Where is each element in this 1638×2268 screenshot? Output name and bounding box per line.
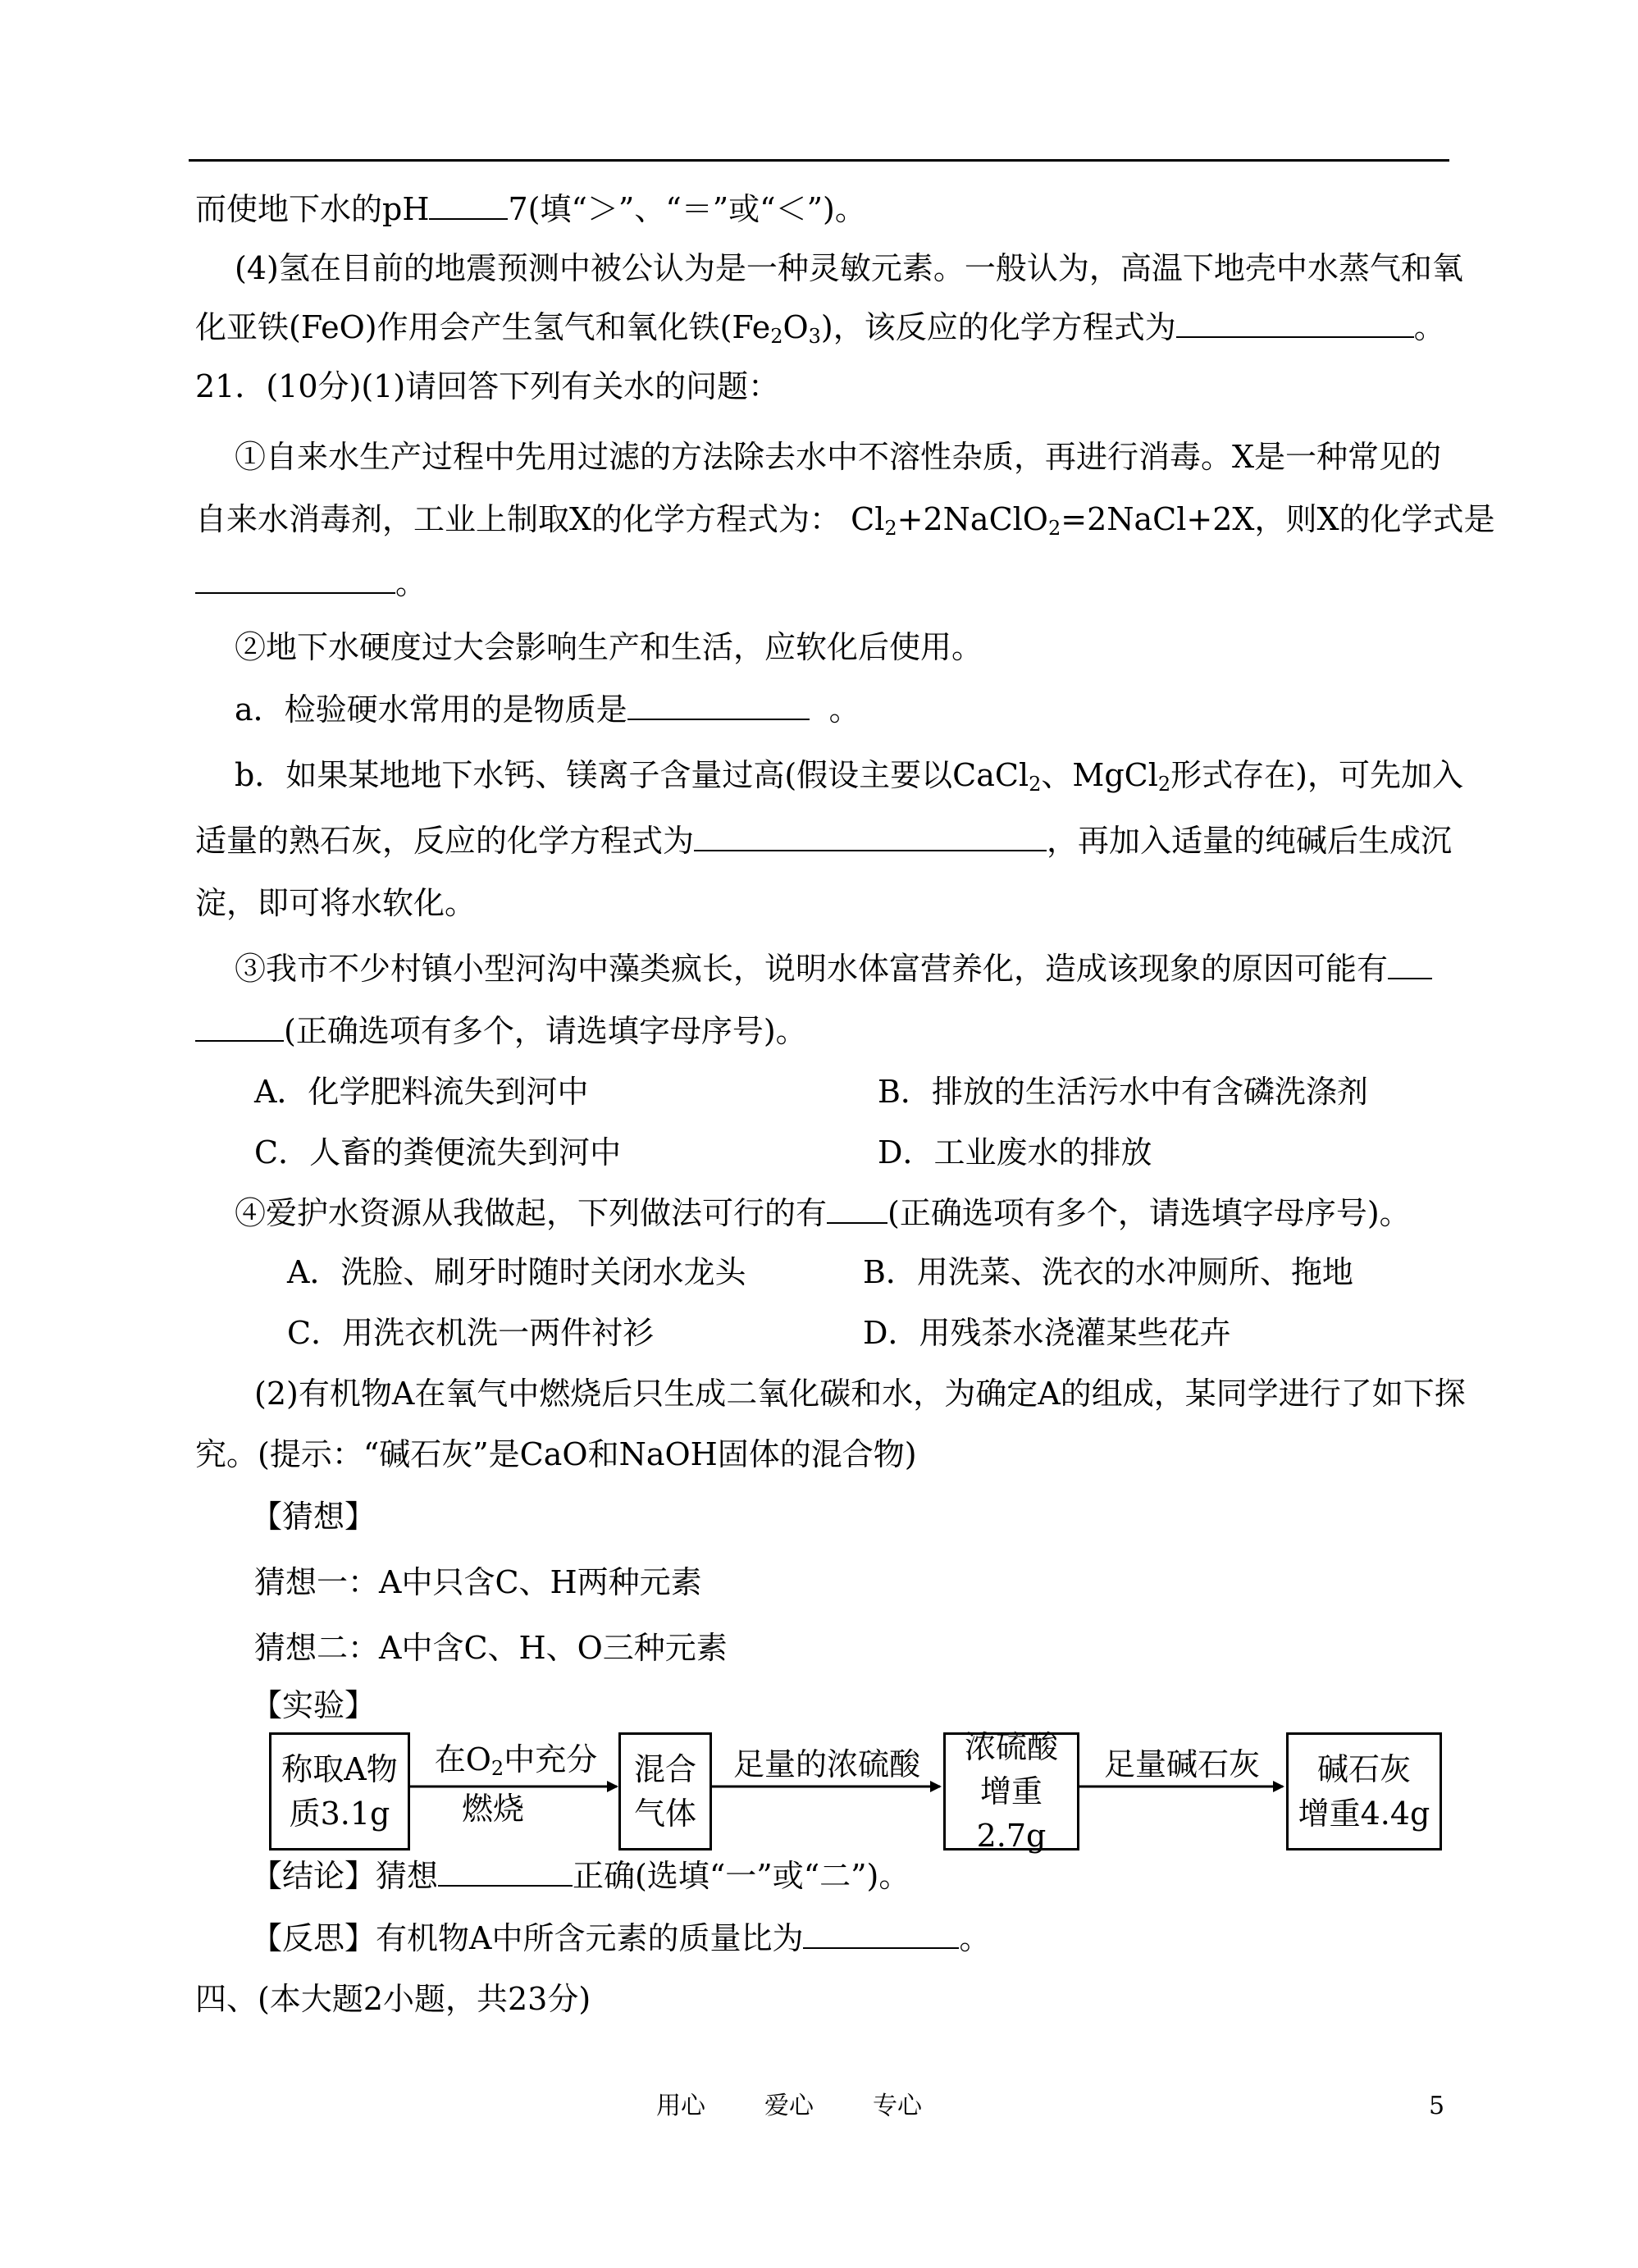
option-a: A．洗脸、刷牙时随时关闭水龙头 [287, 1254, 746, 1290]
q20-4-line2: 化亚铁(FeO)作用会产生氢气和氧化铁$(Fe_2O_3)$，该反应的化学方程式为 。 [195, 309, 1445, 348]
option-d: D．用残茶水浇灌某些花卉 [863, 1315, 1231, 1351]
conclusion-line: 【结论】猜想 正确(选填“一”或“二”)。 [251, 1858, 910, 1894]
option-c: C．用洗衣机洗一两件衬衫 [287, 1315, 655, 1351]
q21-p2b-line3: 淀，即可将水软化。 [195, 885, 477, 921]
q21-p3-line1: ③我市不少村镇小型河沟中藻类疯长，说明水体富营养化，造成该现象的原因可能有 [235, 948, 1432, 989]
footer-motto-2: 爱心 [764, 2092, 814, 2120]
guess-one: 猜想一：A中只含C、H两种元素 [254, 1564, 702, 1600]
q21-p1-line2: 自来水消毒剂，工业上制取X的化学方程式为： $Cl_2+2NaClO_2=2NaCl+2X$，则X的化学式是 [195, 501, 1495, 540]
flow-box-soda-lime: 碱石灰 增重4.4g [1286, 1732, 1442, 1850]
option-a: A．化学肥料流失到河中 [254, 1074, 589, 1110]
q20-4-line1: (4)氢在目前的地震预测中被公认为是一种灵敏元素。一般认为，高温下地壳中水蒸气和氧 [235, 250, 1463, 286]
experiment-title: 【实验】 [251, 1687, 376, 1723]
q21-p4: ④爱护水资源从我做起，下列做法可行的有 (正确选项有多个，请选填字母序号)。 [235, 1195, 1411, 1231]
q21-p2: ②地下水硬度过大会影响生产和生活，应软化后使用。 [235, 629, 983, 665]
option-c: C．人畜的粪便流失到河中 [254, 1134, 622, 1171]
part2-line2: 究。(提示：“碱石灰”是CaO和NaOH固体的混合物) [195, 1436, 917, 1472]
mass-ratio-blank[interactable] [803, 1919, 959, 1949]
reflection-line: 【反思】有机物A中所含元素的质量比为 。 [251, 1920, 991, 1956]
q20-ph-line: 而使地下水的pH 7(填“＞”、“＝”或“＜”)。 [195, 191, 866, 227]
option-b: B．排放的生活污水中有含磷洗涤剂 [878, 1074, 1368, 1110]
guess-two: 猜想二：A中含C、H、O三种元素 [254, 1630, 728, 1666]
q21-p3-line2: (正确选项有多个，请选填字母序号)。 [195, 1011, 807, 1052]
q21-p2b-line1: b．如果某地地下水钙、镁离子含量过高(假设主要以CaCl$_2$、MgCl$_2$形式存在)，可先加入 [235, 757, 1463, 796]
q21-p1-line3: 。 [195, 563, 427, 604]
q21-p2a: a．检验硬水常用的是物质是 。 [235, 691, 860, 728]
q21-p2b-line2: 适量的熟石灰，反应的化学方程式为 ，再加入适量的纯碱后生成沉 [195, 823, 1453, 859]
q21-p1-line1: ①自来水生产过程中先用过滤的方法除去水中不溶性杂质，再进行消毒。X是一种常见的 [235, 439, 1442, 475]
option-b: B．用洗菜、洗衣的水冲厕所、拖地 [863, 1254, 1353, 1290]
option-d: D．工业废水的排放 [878, 1134, 1152, 1171]
part2-line1: (2)有机物A在氧气中燃烧后只生成二氧化碳和水，为确定A的组成，某同学进行了如下探 [254, 1376, 1466, 1412]
guess-title: 【猜想】 [251, 1499, 376, 1535]
arrow-1-label-line2: 燃烧 [461, 1791, 524, 1827]
flow-box-sulfuric-acid: 浓硫酸 增重2.7g [943, 1732, 1079, 1850]
arrow-2-label: 足量的浓硫酸 [732, 1746, 920, 1782]
flow-box-mixed-gas: 混合 气体 [618, 1732, 712, 1850]
q21-header: 21．(10分)(1)请回答下列有关水的问题： [195, 368, 780, 404]
page-number: 5 [1429, 2092, 1445, 2120]
arrow-3-label: 足量碱石灰 [1103, 1746, 1260, 1782]
conclusion-blank[interactable] [438, 1857, 573, 1887]
flow-box-weigh: 称取A物 质3.1g [269, 1732, 410, 1850]
arrow-1-label-line1: 在$O_2$中充分 [434, 1741, 598, 1780]
section-four-title: 四、(本大题2小题，共23分) [195, 1981, 591, 2017]
footer-motto-3: 专心 [873, 2092, 922, 2120]
footer-motto-1: 用心 [656, 2092, 705, 2120]
